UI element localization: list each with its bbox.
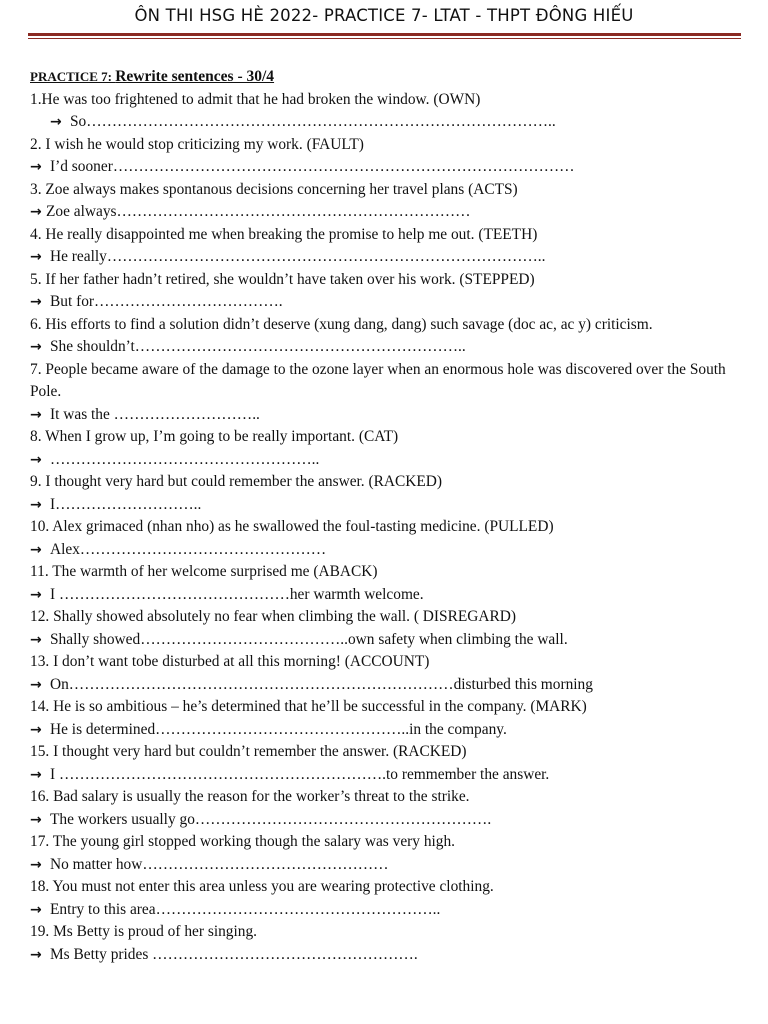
answer-line [30, 246, 744, 269]
practice-label: PRACTICE 7: [30, 69, 116, 84]
arrow-right-icon: → [30, 631, 42, 648]
arrow-right-icon: → [30, 339, 42, 355]
arrow-right-icon: → [30, 901, 42, 918]
answer-prompt: I’d sooner……………………………………………………………………………… [50, 158, 575, 175]
answer-line [30, 899, 744, 922]
answer-prompt: Ms Betty prides ……………………………………………. [50, 945, 418, 963]
arrow-right-icon: → [30, 856, 42, 873]
arrow-right-icon: → [30, 766, 42, 783]
arrow-right-icon: → [30, 451, 42, 468]
arrow-right-icon: → [50, 114, 62, 130]
answer-line [30, 629, 744, 652]
header-rule-thick [28, 33, 741, 36]
answer-line [30, 404, 744, 427]
question-text: 16. Bad salary is usually the reason for the worker’s threat to the strike. [30, 788, 470, 805]
question-text: 8. When I grow up, I’m going to be really important. (CAT) [30, 428, 399, 445]
header-rule-thin [28, 38, 741, 39]
question-text: 19. Ms Betty is proud of her singing. [30, 923, 258, 940]
arrow-right-icon: → [30, 496, 42, 513]
answer-prompt: But for………………………………. [50, 293, 283, 310]
question-text: 4. He really disappointed me when breaking the promise to help me out. (TEETH) [30, 225, 538, 243]
question-text: 12. Shally showed absolutely no fear when climbing the wall. ( DISREGARD) [30, 608, 517, 625]
answer-line [30, 494, 744, 517]
answer-prompt: Zoe always…………………………………………………………… [46, 203, 471, 220]
exercise-content [30, 66, 744, 966]
answer-prompt: …………………………………………….. [50, 450, 320, 468]
practice-heading: Rewrite sentences - 30/4 [115, 68, 275, 85]
question-text: 18. You must not enter this area unless you are wearing protective clothing. [30, 878, 494, 895]
question-text: 3. Zoe always makes spontanous decisions concerning her travel plans (ACTS) [30, 180, 518, 198]
answer-prompt: No matter how………………………………………… [50, 855, 389, 873]
answer-line [30, 719, 744, 742]
arrow-right-icon: → [30, 249, 42, 265]
answer-line [30, 674, 744, 697]
answer-prompt: It was the ……………………….. [50, 405, 260, 423]
question-text: 17. The young girl stopped working though the salary was very high. [30, 833, 456, 850]
answer-prompt: I……………………….. [50, 495, 202, 513]
arrow-right-icon: → [30, 159, 42, 175]
answer-prompt: On…………………………………………………………………disturbed this morning [50, 675, 593, 693]
page-header: ÔN THI HSG HÈ 2022- PRACTICE 7- LTAT - THPT ĐÔNG HIẾU [134, 6, 634, 25]
arrow-right-icon: → [30, 586, 42, 603]
question-text: 14. He is so ambitious – he’s determined that he’ll be successful in the company. (MARK) [30, 698, 587, 715]
arrow-right-icon: → [30, 541, 42, 558]
answer-prompt: He really………………………………………………………………………….. [50, 248, 546, 265]
answer-line [30, 539, 744, 562]
question-text: 11. The warmth of her welcome surprised me (ABACK) [30, 563, 378, 580]
answer-prompt: Shally showed…………………………………..own safety when climbing the wall. [50, 630, 568, 648]
question-text: 1.He was too frightened to admit that he had broken the window. (OWN) [30, 90, 481, 108]
answer-line [30, 809, 744, 832]
arrow-right-icon: → [30, 676, 42, 693]
answer-prompt: He is determined…………………………………………..in the company. [50, 720, 507, 738]
answer-prompt: Entry to this area……………………………………………….. [50, 900, 441, 918]
answer-line [30, 336, 744, 359]
question-text: 13. I don’t want tobe disturbed at all this morning! (ACCOUNT) [30, 653, 430, 670]
answer-prompt: Alex………………………………………… [50, 540, 327, 558]
practice-title [30, 66, 744, 89]
answer-prompt: She shouldn’t……………………………………………………….. [50, 338, 466, 355]
answer-line [30, 291, 744, 314]
arrow-right-icon: → [30, 406, 42, 423]
question-text: 15. I thought very hard but couldn’t remember the answer. (RACKED) [30, 743, 467, 760]
answer-line [30, 156, 744, 179]
answer-prompt: So……………………………………………………………………………….. [70, 113, 556, 130]
question-text: 5. If her father hadn’t retired, she wouldn’t have taken over his work. (STEPPED) [30, 270, 535, 288]
answer-line [30, 449, 744, 472]
arrow-right-icon: → [30, 946, 42, 963]
answer-prompt: I ……………………………………………………….to remmember the answer. [50, 765, 550, 783]
arrow-right-icon: → [30, 721, 42, 738]
question-text: 10. Alex grimaced (nhan nho) as he swallowed the foul-tasting medicine. (PULLED) [30, 518, 554, 535]
question-text: 9. I thought very hard but could remember the answer. (RACKED) [30, 473, 443, 490]
arrow-right-icon: → [30, 811, 42, 828]
exercise-list [30, 89, 744, 967]
answer-prompt: The workers usually go…………………………………………………. [50, 810, 492, 828]
question-text: 7. People became aware of the damage to the ozone layer when an enormous hole was discovered over the South Pole. [30, 360, 726, 400]
arrow-right-icon: → [30, 204, 42, 220]
answer-line [30, 854, 744, 877]
question-text: 6. His efforts to find a solution didn’t deserve (xung dang, dang) such savage (doc ac, ac y) criticism. [30, 315, 653, 333]
answer-line [30, 201, 744, 224]
question-text: 2. I wish he would stop criticizing my work. (FAULT) [30, 135, 364, 153]
answer-line [30, 944, 744, 967]
answer-line [30, 111, 744, 134]
answer-line [30, 584, 744, 607]
answer-prompt: I ………………………………………her warmth welcome. [50, 585, 424, 603]
arrow-right-icon: → [30, 294, 42, 310]
answer-line [30, 764, 744, 787]
